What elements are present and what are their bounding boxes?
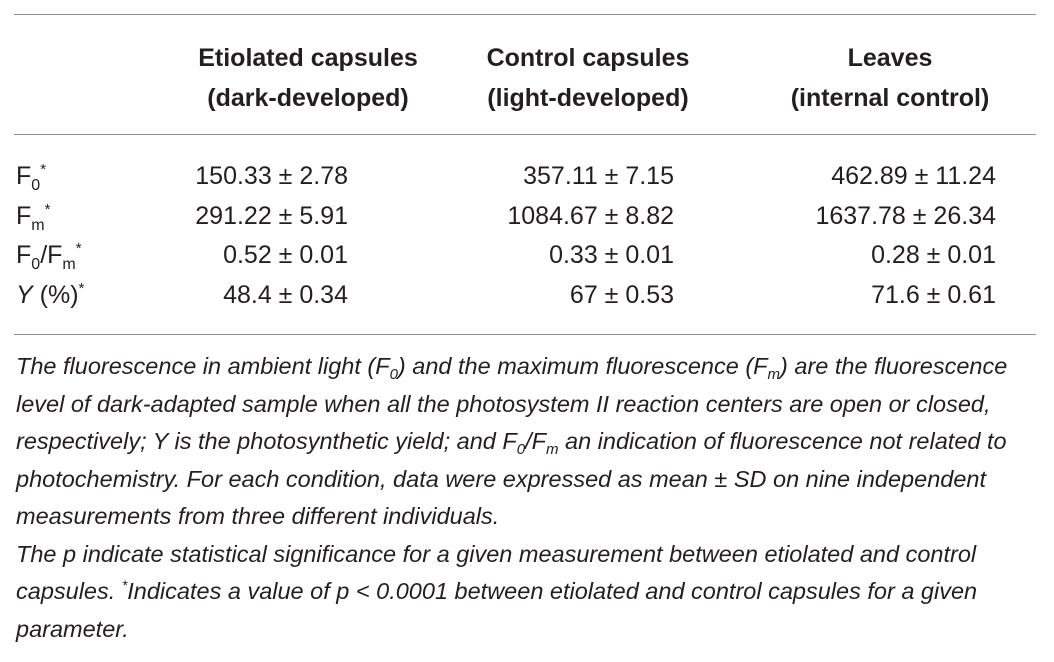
row-label-f0: $F_0^*$ <box>16 161 47 194</box>
row-label-yield: Y (%)* <box>16 280 85 309</box>
column-header-line2: (internal control) <box>790 84 990 112</box>
cell-control: 0.33 ± 0.01 <box>549 241 674 269</box>
row-label-f0-fm: $F_0/F_m^*$ <box>16 240 82 273</box>
table-footnote <box>16 348 1046 648</box>
bottom-rule <box>14 334 1036 335</box>
footnote-paragraph-2: The p indicate statistical significance for a given measurement between etiolated and control capsules. *Indicates a value of p < 0.0001 between etiolated and control capsules for a given parameter. <box>16 540 978 642</box>
table-row <box>0 156 1054 196</box>
column-header-line2: (light-developed) <box>487 84 689 112</box>
row-label-fm: $F_m^*$ <box>16 201 51 234</box>
table-row <box>0 196 1054 236</box>
cell-control: 357.11 ± 7.15 <box>523 162 674 190</box>
footnote-paragraph-1: The fluorescence in ambient light $(F_0)$ and the maximum fluorescence $(F_m)$ are the fluorescence level of dark-adapted sample when all the photosystem II reaction centers are open or closed, respectively; Y is the photosynthetic yield; and $F_0/F_m$ an indication of fluorescence not related to photochemistry. For each condition, data were expressed as mean ± SD on nine independent measurements from three different individuals. <box>16 353 1008 529</box>
cell-leaves: 1637.78 ± 26.34 <box>815 202 996 230</box>
cell-etiolated: 48.4 ± 0.34 <box>223 281 348 309</box>
cell-leaves: 0.28 ± 0.01 <box>871 241 996 269</box>
header-rule <box>14 134 1036 135</box>
cell-etiolated: 150.33 ± 2.78 <box>195 162 348 190</box>
cell-leaves: 462.89 ± 11.24 <box>831 162 996 190</box>
cell-control: 67 ± 0.53 <box>569 281 674 309</box>
top-rule <box>14 14 1036 15</box>
cell-etiolated: 0.52 ± 0.01 <box>223 241 348 269</box>
cell-etiolated: 291.22 ± 5.91 <box>195 202 348 230</box>
cell-control: 1084.67 ± 8.82 <box>507 202 674 230</box>
column-header-line1: Leaves <box>847 44 933 72</box>
column-header-line2: (dark-developed) <box>207 84 409 112</box>
table-row <box>0 235 1054 275</box>
table-row <box>0 275 1054 315</box>
column-header-line1: Etiolated capsules <box>198 44 418 72</box>
cell-leaves: 71.6 ± 0.61 <box>871 281 996 309</box>
column-header-line1: Control capsules <box>486 44 690 72</box>
column-header-leaves <box>700 38 1054 118</box>
